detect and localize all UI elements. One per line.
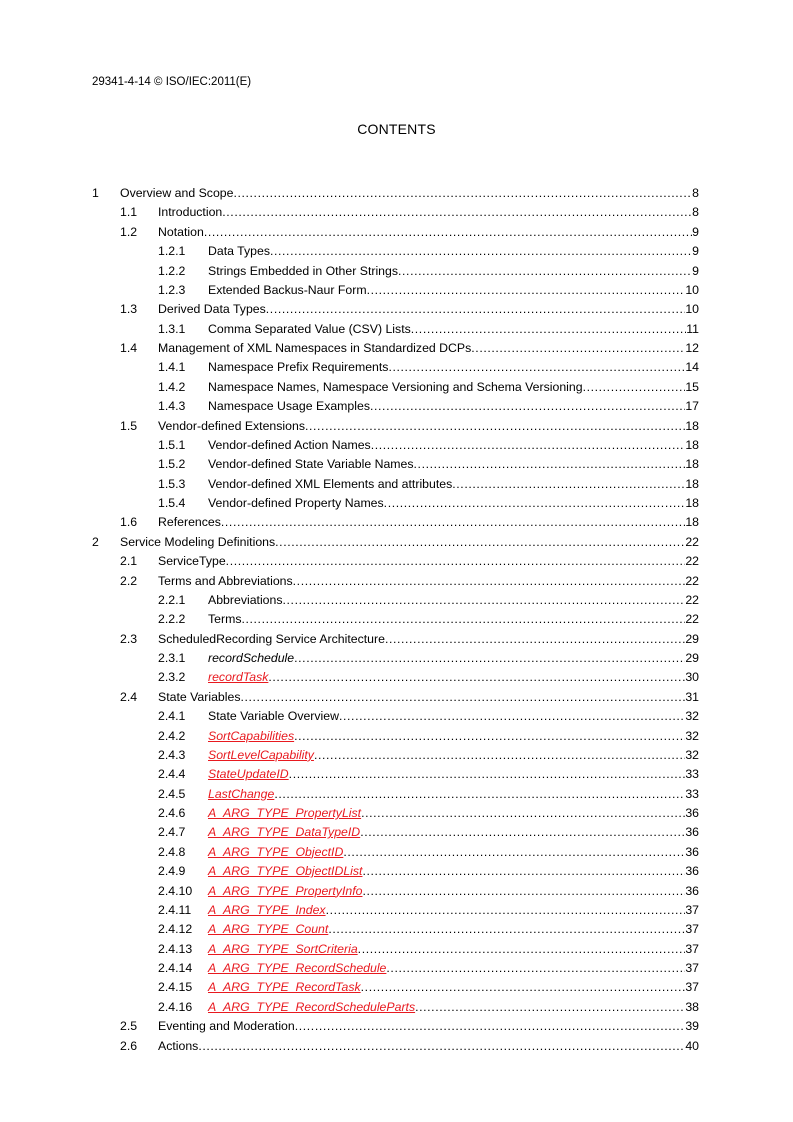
toc-entry-label: Vendor-defined Property Names bbox=[208, 496, 384, 510]
toc-entry-page-number: 18 bbox=[685, 457, 699, 472]
dot-leader bbox=[360, 823, 685, 842]
dot-leader bbox=[385, 630, 685, 649]
toc-entry-link[interactable]: A_ARG_TYPE_PropertyList bbox=[208, 806, 362, 820]
toc-entry-number: 1.5 bbox=[120, 418, 138, 433]
dot-leader bbox=[388, 358, 685, 377]
toc-entry[interactable] bbox=[92, 397, 699, 416]
toc-entry-label: Actions bbox=[158, 1038, 199, 1053]
toc-entry-page-number: 22 bbox=[685, 534, 699, 549]
toc-entry[interactable] bbox=[92, 804, 699, 823]
toc-entry-link[interactable]: recordTask bbox=[208, 670, 269, 685]
toc-entry[interactable] bbox=[92, 320, 699, 339]
toc-entry-number: 1.2 bbox=[120, 224, 138, 239]
dot-leader bbox=[226, 552, 686, 571]
toc-entry[interactable] bbox=[92, 262, 699, 281]
dot-leader bbox=[266, 300, 686, 319]
toc-entry[interactable] bbox=[92, 223, 699, 242]
toc-entry-label: Terms and Abbreviations bbox=[158, 573, 293, 588]
toc-entry-page-number: 8 bbox=[692, 205, 699, 220]
dot-leader bbox=[293, 572, 686, 591]
toc-entry[interactable] bbox=[92, 920, 699, 939]
toc-entry-label: Strings Embedded in Other Strings bbox=[208, 263, 399, 278]
toc-entry-page-number: 29 bbox=[685, 631, 699, 646]
dot-leader bbox=[452, 475, 685, 494]
dot-leader bbox=[326, 901, 686, 920]
toc-entry-label: Namespace Names, Namespace Versioning and Schema Versioning bbox=[208, 379, 583, 394]
toc-entry-page-number: 32 bbox=[685, 728, 699, 743]
toc-entry[interactable] bbox=[92, 727, 699, 746]
toc-entry-label: ServiceType bbox=[158, 554, 226, 569]
toc-entry[interactable] bbox=[92, 610, 699, 629]
toc-entry-page-number: 36 bbox=[685, 806, 699, 820]
toc-entry[interactable] bbox=[92, 746, 699, 765]
toc-entry[interactable] bbox=[92, 513, 699, 532]
toc-entry-number: 2.4.12 bbox=[158, 922, 193, 937]
toc-entry-link[interactable]: A_ARG_TYPE_RecordSchedule bbox=[208, 961, 387, 975]
toc-entry[interactable] bbox=[92, 494, 699, 513]
toc-entry-page-number: 40 bbox=[685, 1038, 699, 1053]
toc-entry-number: 2.4.1 bbox=[158, 709, 186, 724]
toc-entry-number: 2.1 bbox=[120, 554, 138, 569]
toc-entry-page-number: 22 bbox=[685, 592, 699, 607]
toc-entry-label: Data Types bbox=[208, 244, 270, 259]
toc-entry[interactable] bbox=[92, 339, 699, 358]
toc-entry[interactable] bbox=[92, 843, 699, 862]
toc-entry-number: 2.4.6 bbox=[158, 806, 186, 820]
toc-entry-page-number: 37 bbox=[685, 980, 699, 995]
toc-entry[interactable] bbox=[92, 417, 699, 436]
toc-entry-page-number: 36 bbox=[685, 864, 699, 879]
toc-entry-page-number: 12 bbox=[685, 341, 699, 355]
toc-entry-page-number: 22 bbox=[685, 554, 699, 569]
dot-leader bbox=[314, 746, 685, 765]
toc-entry-page-number: 29 bbox=[685, 651, 699, 665]
dot-leader bbox=[222, 203, 692, 222]
toc-entry-number: 2.4.3 bbox=[158, 747, 186, 762]
dot-leader bbox=[386, 959, 685, 978]
toc-entry-page-number: 10 bbox=[685, 282, 699, 297]
toc-entry-number: 1.2.3 bbox=[158, 282, 186, 297]
toc-entry[interactable] bbox=[92, 959, 699, 978]
toc-entry-link[interactable]: StateUpdateID bbox=[208, 767, 289, 782]
dot-leader bbox=[343, 843, 685, 862]
toc-entry-page-number: 11 bbox=[686, 321, 699, 336]
toc-entry[interactable] bbox=[92, 572, 699, 591]
toc-entry-number: 2.4.7 bbox=[158, 825, 186, 840]
toc-entry-page-number: 39 bbox=[685, 1019, 699, 1034]
toc-entry-link[interactable]: A_ARG_TYPE_Index bbox=[208, 902, 326, 917]
toc-entry-number: 2 bbox=[92, 534, 99, 549]
toc-entry-link[interactable]: A_ARG_TYPE_PropertyInfo bbox=[208, 883, 363, 898]
dot-leader bbox=[339, 707, 685, 726]
toc-entry-label: Eventing and Moderation bbox=[158, 1019, 295, 1034]
dot-leader bbox=[415, 998, 685, 1017]
dot-leader bbox=[198, 1037, 685, 1056]
toc-entry-number: 1.2.2 bbox=[158, 263, 186, 278]
dot-leader bbox=[398, 262, 692, 281]
toc-entry-number: 2.3 bbox=[120, 631, 138, 646]
toc-entry[interactable] bbox=[92, 300, 699, 319]
toc-entry-label: Derived Data Types bbox=[158, 302, 266, 317]
dot-leader bbox=[268, 668, 685, 687]
toc-entry-number: 1.3.1 bbox=[158, 321, 186, 336]
toc-entry[interactable] bbox=[92, 998, 699, 1017]
toc-entry[interactable] bbox=[92, 630, 699, 649]
toc-entry-number: 2.2 bbox=[120, 573, 138, 588]
toc-entry-label: Comma Separated Value (CSV) Lists bbox=[208, 321, 411, 336]
toc-entry-number: 2.4.13 bbox=[158, 941, 193, 956]
dot-leader bbox=[283, 591, 686, 610]
toc-entry[interactable] bbox=[92, 862, 699, 881]
toc-entry-label: Vendor-defined State Variable Names bbox=[208, 457, 414, 472]
toc-entry-page-number: 9 bbox=[692, 244, 699, 259]
toc-entry-number: 2.3.1 bbox=[158, 651, 186, 665]
toc-entry-label: Management of XML Namespaces in Standardized DCPs bbox=[158, 341, 472, 355]
toc-entry-number: 2.4.9 bbox=[158, 864, 186, 879]
dot-leader bbox=[358, 940, 686, 959]
toc-entry-number: 1.3 bbox=[120, 302, 138, 317]
dot-leader bbox=[367, 281, 686, 300]
toc-entry-page-number: 30 bbox=[685, 670, 699, 685]
toc-entry-page-number: 18 bbox=[685, 515, 699, 530]
toc-entry-number: 2.2.1 bbox=[158, 592, 186, 607]
toc-entry-page-number: 14 bbox=[685, 360, 699, 375]
toc-entry-page-number: 36 bbox=[685, 825, 699, 840]
toc-entry-page-number: 9 bbox=[692, 263, 699, 278]
toc-entry-number: 1.5.3 bbox=[158, 476, 186, 491]
toc-entry-page-number: 18 bbox=[685, 437, 699, 452]
toc-entry-link[interactable]: A_ARG_TYPE_ObjectID bbox=[208, 844, 344, 859]
toc-entry-number: 2.4.16 bbox=[158, 999, 193, 1014]
toc-entry-link[interactable]: SortCapabilities bbox=[208, 728, 295, 743]
toc-entry[interactable] bbox=[92, 242, 699, 261]
toc-entry-number: 1.4.1 bbox=[158, 360, 186, 375]
toc-entry[interactable] bbox=[92, 184, 699, 203]
dot-leader bbox=[289, 765, 686, 784]
toc-entry-number: 2.4 bbox=[120, 689, 138, 704]
toc-entry-number: 1 bbox=[92, 186, 99, 200]
toc-entry-page-number: 18 bbox=[685, 496, 699, 510]
toc-entry-label: State Variables bbox=[158, 689, 241, 704]
toc-entry[interactable] bbox=[92, 1017, 699, 1036]
toc-entry-label: Namespace Usage Examples bbox=[208, 399, 370, 414]
toc-entry[interactable] bbox=[92, 1037, 699, 1056]
toc-entry-label: Overview and Scope bbox=[120, 186, 234, 200]
toc-entry-label: recordSchedule bbox=[208, 651, 295, 665]
dot-leader bbox=[294, 727, 685, 746]
toc-entry-label: Vendor-defined Extensions bbox=[158, 418, 305, 433]
toc-entry-number: 1.5.2 bbox=[158, 457, 186, 472]
toc-entry-page-number: 17 bbox=[685, 399, 699, 414]
toc-entry-label: Vendor-defined Action Names bbox=[208, 437, 371, 452]
dot-leader bbox=[328, 920, 685, 939]
toc-entry-label: ScheduledRecording Service Architecture bbox=[158, 631, 385, 646]
dot-leader bbox=[233, 184, 692, 203]
toc-entry-number: 2.4.11 bbox=[158, 902, 192, 917]
toc-entry[interactable] bbox=[92, 475, 699, 494]
toc-entry-label: Extended Backus-Naur Form bbox=[208, 282, 367, 297]
toc-entry-label: State Variable Overview bbox=[208, 709, 339, 724]
toc-entry-page-number: 37 bbox=[685, 902, 699, 917]
dot-leader bbox=[361, 804, 685, 823]
toc-entry-number: 2.4.5 bbox=[158, 786, 186, 801]
toc-entry-page-number: 37 bbox=[685, 922, 699, 937]
toc-entry-page-number: 37 bbox=[685, 941, 699, 956]
toc-entry-number: 2.4.8 bbox=[158, 844, 186, 859]
toc-entry-number: 1.4.2 bbox=[158, 379, 186, 394]
toc-entry-page-number: 8 bbox=[692, 186, 699, 200]
toc-entry-link[interactable]: A_ARG_TYPE_RecordScheduleParts bbox=[208, 999, 416, 1014]
toc-entry[interactable] bbox=[92, 940, 699, 959]
toc-entry[interactable] bbox=[92, 358, 699, 377]
toc-entry-link[interactable]: A_ARG_TYPE_RecordTask bbox=[208, 980, 361, 995]
dot-leader bbox=[275, 533, 685, 552]
toc-entry-number: 1.5.4 bbox=[158, 496, 186, 510]
toc-entry[interactable] bbox=[92, 688, 699, 707]
dot-leader bbox=[241, 610, 685, 629]
toc-entry[interactable] bbox=[92, 455, 699, 474]
toc-entry-number: 2.4.14 bbox=[158, 961, 193, 975]
dot-leader bbox=[362, 862, 685, 881]
toc-entry-page-number: 31 bbox=[685, 689, 699, 704]
toc-entry-number: 2.5 bbox=[120, 1019, 138, 1034]
dot-leader bbox=[471, 339, 685, 358]
toc-entry[interactable] bbox=[92, 591, 699, 610]
toc-entry[interactable] bbox=[92, 707, 699, 726]
dot-leader bbox=[384, 494, 686, 513]
dot-leader bbox=[295, 1017, 686, 1036]
dot-leader bbox=[240, 688, 685, 707]
page-title: CONTENTS bbox=[357, 121, 436, 137]
toc-entry-page-number: 10 bbox=[685, 302, 699, 317]
toc-entry[interactable] bbox=[92, 436, 699, 455]
toc-entry-number: 2.2.2 bbox=[158, 612, 186, 627]
toc-entry-number: 1.6 bbox=[120, 515, 138, 530]
toc-entry[interactable] bbox=[92, 765, 699, 784]
table-of-contents bbox=[92, 184, 699, 1056]
dot-leader bbox=[221, 513, 685, 532]
dot-leader bbox=[371, 436, 686, 455]
dot-leader bbox=[362, 882, 685, 901]
toc-entry-number: 2.4.2 bbox=[158, 728, 186, 743]
toc-entry-link[interactable]: LastChange bbox=[208, 786, 275, 801]
toc-entry-label: Introduction bbox=[158, 205, 223, 220]
toc-entry[interactable] bbox=[92, 533, 699, 552]
toc-entry-number: 2.3.2 bbox=[158, 670, 186, 685]
toc-entry[interactable] bbox=[92, 901, 699, 920]
page-header: 29341-4-14 © ISO/IEC:2011(E) bbox=[92, 76, 252, 88]
toc-entry[interactable] bbox=[92, 882, 699, 901]
toc-entry-page-number: 33 bbox=[685, 786, 699, 801]
dot-leader bbox=[270, 242, 692, 261]
toc-entry-page-number: 15 bbox=[685, 379, 699, 394]
dot-leader bbox=[204, 223, 692, 242]
toc-entry-label: Service Modeling Definitions bbox=[120, 534, 276, 549]
toc-entry-page-number: 33 bbox=[685, 767, 699, 782]
toc-entry-number: 1.5.1 bbox=[158, 437, 186, 452]
toc-entry-page-number: 18 bbox=[685, 476, 699, 491]
toc-entry-page-number: 36 bbox=[685, 883, 699, 898]
dot-leader bbox=[274, 785, 685, 804]
toc-entry-page-number: 32 bbox=[685, 747, 699, 762]
toc-entry-page-number: 37 bbox=[685, 961, 699, 975]
toc-entry-number: 1.4 bbox=[120, 341, 138, 355]
toc-entry-label: Vendor-defined XML Elements and attributes bbox=[208, 476, 453, 491]
toc-entry-label: Namespace Prefix Requirements bbox=[208, 360, 389, 375]
toc-entry-number: 2.6 bbox=[120, 1038, 138, 1053]
toc-entry-link[interactable]: A_ARG_TYPE_Count bbox=[208, 922, 329, 937]
toc-entry-number: 1.1 bbox=[120, 205, 138, 220]
toc-entry-label: References bbox=[158, 515, 221, 530]
dot-leader bbox=[361, 978, 686, 997]
toc-entry-page-number: 38 bbox=[685, 999, 699, 1014]
toc-entry[interactable] bbox=[92, 649, 699, 668]
toc-entry[interactable] bbox=[92, 281, 699, 300]
toc-entry-label: Abbreviations bbox=[208, 592, 283, 607]
toc-entry-page-number: 22 bbox=[685, 612, 699, 627]
toc-entry-label: Notation bbox=[158, 224, 204, 239]
dot-leader bbox=[411, 320, 686, 339]
toc-entry-number: 1.2.1 bbox=[158, 244, 186, 259]
dot-leader bbox=[370, 397, 685, 416]
toc-entry[interactable] bbox=[92, 203, 699, 222]
dot-leader bbox=[414, 455, 686, 474]
toc-entry-link[interactable]: A_ARG_TYPE_SortCriteria bbox=[208, 941, 358, 956]
toc-entry[interactable] bbox=[92, 668, 699, 687]
toc-entry-number: 2.4.4 bbox=[158, 767, 186, 782]
dot-leader bbox=[583, 378, 686, 397]
toc-entry[interactable] bbox=[92, 785, 699, 804]
toc-entry[interactable] bbox=[92, 378, 699, 397]
toc-entry-link[interactable]: A_ARG_TYPE_ObjectIDList bbox=[208, 864, 363, 879]
toc-entry-page-number: 22 bbox=[685, 573, 699, 588]
toc-entry-number: 2.4.10 bbox=[158, 883, 193, 898]
dot-leader bbox=[305, 417, 685, 436]
toc-entry-number: 1.4.3 bbox=[158, 399, 186, 414]
toc-entry-label: Terms bbox=[208, 612, 242, 627]
toc-entry-page-number: 36 bbox=[685, 844, 699, 859]
toc-entry-link[interactable]: SortLevelCapability bbox=[208, 747, 314, 762]
dot-leader bbox=[294, 649, 685, 668]
toc-entry-page-number: 18 bbox=[685, 418, 699, 433]
toc-entry-number: 2.4.15 bbox=[158, 980, 193, 995]
toc-entry[interactable] bbox=[92, 978, 699, 997]
toc-entry-link[interactable]: A_ARG_TYPE_DataTypeID bbox=[208, 825, 361, 840]
toc-entry-page-number: 32 bbox=[685, 709, 699, 724]
toc-entry[interactable] bbox=[92, 552, 699, 571]
toc-entry[interactable] bbox=[92, 823, 699, 842]
toc-entry-page-number: 9 bbox=[692, 224, 699, 239]
